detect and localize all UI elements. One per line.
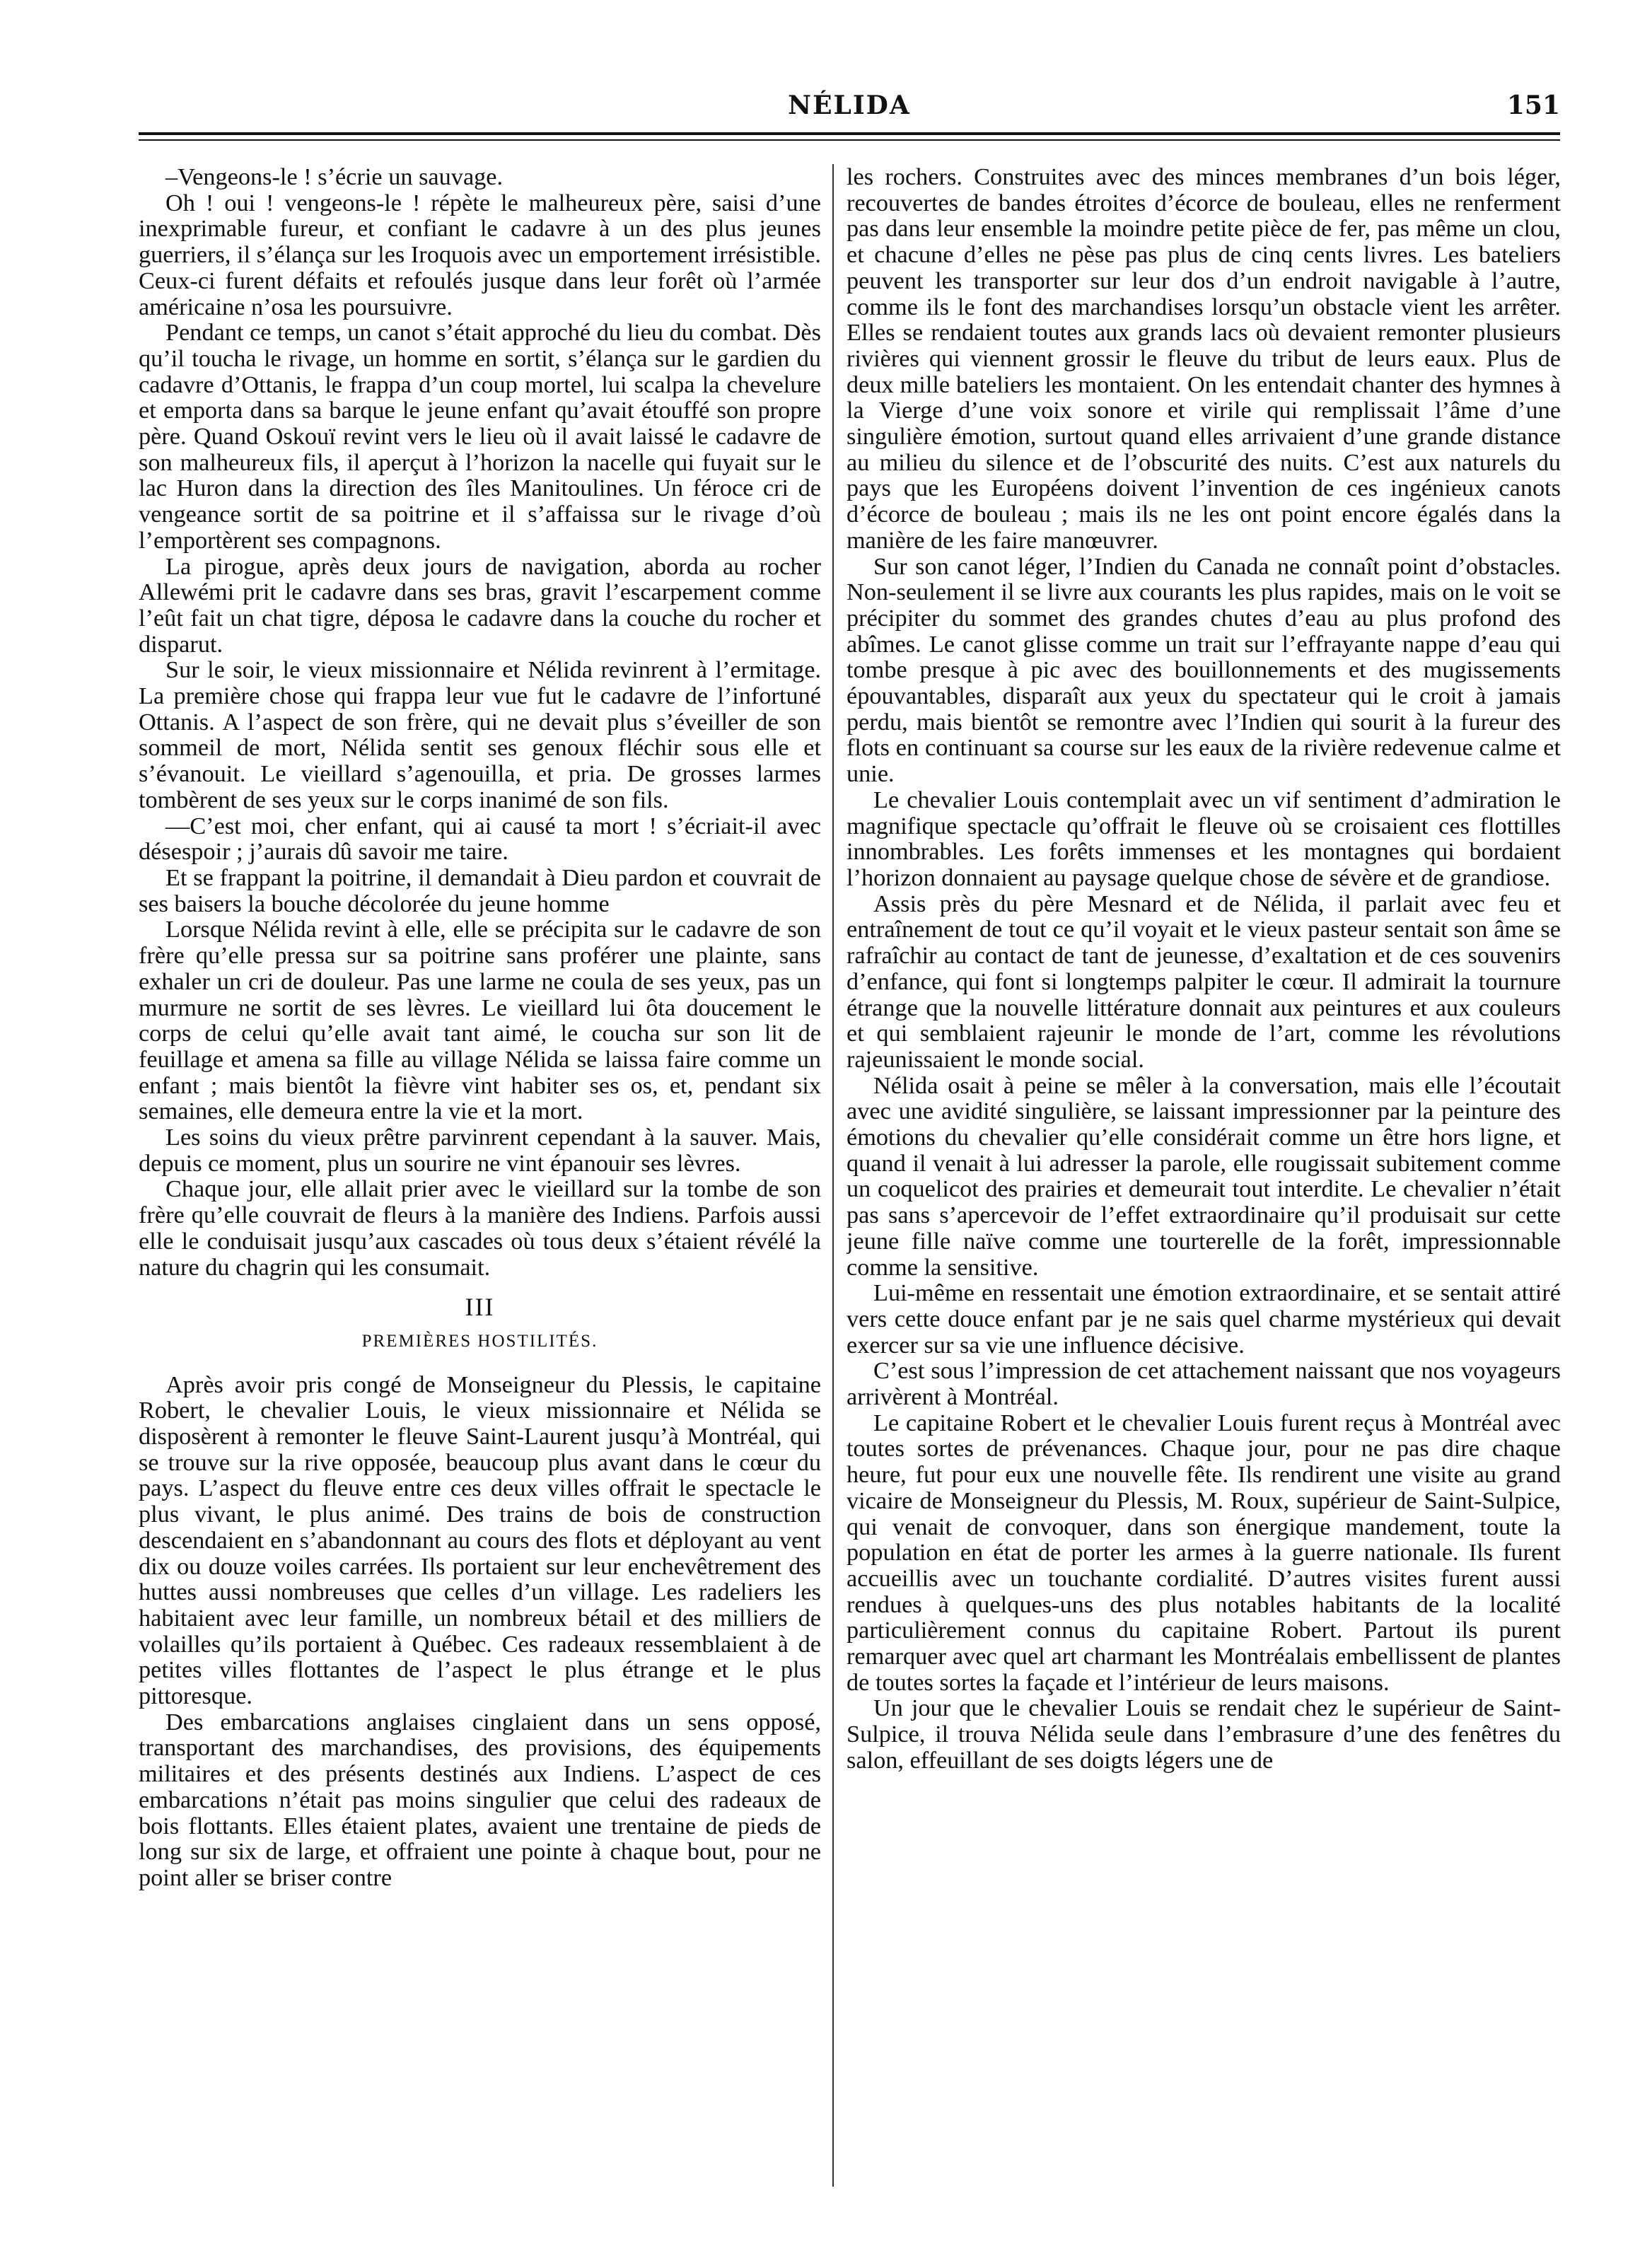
page-number: 151 bbox=[1506, 91, 1560, 120]
running-title: NÉLIDA bbox=[788, 91, 911, 120]
paragraph: Un jour que le chevalier Louis se rendait chez le supérieur de Saint-Sulpice, il trouva Nélida seule dans l’embrasure d’une des fenêtres du salon, effeuillant de ses doigts légers une de bbox=[847, 1694, 1561, 1774]
right-column bbox=[847, 164, 1561, 2201]
paragraph: La pirogue, après deux jours de navigation, aborda au rocher Allewémi prit le cadavre dans ses bras, gravit l’escarpement comme l’eût fait un chat tigre, déposa le cadavre dans la couche du rocher et disparut. bbox=[139, 552, 821, 658]
paragraph: Nélida osait à peine se mêler à la conversation, mais elle l’écoutait avec une avidité singulière, se laissant impressionner par la peinture des émotions du chevalier qu’elle considérait comme un être hors ligne, et quand il venait à lui adresser la parole, elle rougissait subitement comme un coquelicot des prairies et demeurait tout interdite. Le chevalier n’était pas sans s’apercevoir de l’effet extraordinaire qu’il produisait sur cette jeune fille naïve comme une tourterelle de la forêt, impressionnable comme la sensitive. bbox=[847, 1071, 1561, 1281]
paragraph: Chaque jour, elle allait prier avec le vieillard sur la tombe de son frère qu’elle couvrait de fleurs à la manière des Indiens. Parfois aussi elle le conduisait jusqu’aux cascades où tous deux s’étaient révélé la nature du chagrin qui les consumait. bbox=[139, 1175, 821, 1281]
paragraph: les rochers. Construites avec des minces membranes d’un bois léger, recouvertes de bandes étroites d’écorce de bouleau, elles ne renferment pas dans leur ensemble la moindre petite pièce de fer, pas même un clou, et chacune d’elles ne pèse pas plus de cinq cents livres. Les bateliers peuvent les transporter sur leur dos d’un endroit navigable à l’autre, comme ils le font des marchandises lorsqu’un obstacle vient les arrêter. Elles se rendaient toutes aux grands lacs où devaient remonter plusieurs rivières qui viennent grossir le fleuve du tribut de leurs eaux. Plus de deux mille bateliers les montaient. On les entendait chanter des hymnes à la Vierge d’une voix sonore et virile qui remplissait l’âme d’une singulière émotion, surtout quand elles arrivaient d’une grande distance au milieu du silence et de l’obscurité des nuits. C’est aux naturels du pays que les Européens doivent l’invention de ces ingénieux canots d’écorce de bouleau ; mais ils ne les ont point encore égalés dans la manière de les faire manœuvrer. bbox=[847, 164, 1561, 554]
paragraph: Lui-même en ressentait une émotion extraordinaire, et se sentait attiré vers cette douce enfant par je ne sais quel charme mystérieux qui devait exercer sur sa vie une influence décisive. bbox=[847, 1279, 1561, 1359]
paragraph: Sur son canot léger, l’Indien du Canada ne connaît point d’obstacles. Non-seulement il se livre aux courants les plus rapides, mais on le voit se précipiter du sommet des grandes chutes d’eau au plus profond des abîmes. Le canot glisse comme un trait sur l’effrayante nappe d’eau qui tombe presque à pic avec des bouillonnements et des mugissements épouvantables, disparaît aux yeux du spectateur qui le croit à jamais perdu, mais bientôt se remontre avec l’Indien qui sourit à la fureur des flots en continuant sa course sur les eaux de la rivière redevenue calme et unie. bbox=[847, 552, 1561, 788]
paragraph: Oh ! oui ! vengeons-le ! répète le malheureux père, saisi d’une inexprimable fureur, et confiant le cadavre à un des plus jeunes guerriers, il s’élança sur les Iroquois avec un emportement irrésistible. Ceux-ci furent défaits et refoulés jusque dans leur forêt où l’armée américaine n’osa les poursuivre. bbox=[139, 189, 821, 320]
column-divider bbox=[832, 164, 834, 2187]
chapter-number: III bbox=[465, 1293, 495, 1322]
paragraph: Assis près du père Mesnard et de Nélida, il parlait avec feu et entraînement de tout ce qu’il voyait et le vieux pasteur sentait son âme se rafraîchir au contact de tant de jeunesse, d’exaltation et de ces souvenirs d’enfance, qui font si longtemps palpiter le cœur. Il admirait la tournure étrange que la nouvelle littérature donnait aux peintures et aux couleurs et qui semblaient rajeunir le monde de l’art, comme les révolutions rajeunissaient le monde social. bbox=[847, 890, 1561, 1073]
paragraph: Sur le soir, le vieux missionnaire et Nélida revinrent à l’ermitage. La première chose qui frappa leur vue fut le cadavre de l’infortuné Ottanis. A l’aspect de son frère, qui ne devait plus s’éveiller de son sommeil de mort, Nélida sentit ses genoux fléchir sous elle et s’évanouit. Le vieillard s’agenouilla, et pria. De grosses larmes tombèrent de ses yeux sur le corps inanimé de son fils. bbox=[139, 656, 821, 813]
paragraph: Lorsque Nélida revint à elle, elle se précipita sur le cadavre de son frère qu’elle pressa sur sa poitrine sans proférer une plainte, sans exhaler un cri de douleur. Pas une larme ne coula de ses yeux, pas un murmure ne sortit de ses lèvres. Le vieillard lui ôta doucement le corps de celui qu’elle avait tant aimé, le coucha sur son lit de feuillage et amena sa fille au village Nélida se laissa faire comme un enfant ; mais bientôt la fièvre vint habiter ses os, et, pendant six semaines, elle demeura entre la vie et la mort. bbox=[139, 916, 821, 1125]
chapter-title: PREMIÈRES HOSTILITÉS. bbox=[361, 1331, 598, 1351]
header-rule-thin bbox=[139, 139, 1560, 141]
paragraph: Pendant ce temps, un canot s’était approché du lieu du combat. Dès qu’il toucha le rivage, un homme en sortit, s’élança sur le gardien du cadavre d’Ottanis, le frappa d’un coup mortel, lui scalpa la chevelure et emporta dans sa barque le jeune enfant qu’avait étouffé son propre père. Quand Oskouï revint vers le lieu où il avait laissé le cadavre de son malheureux fils, il aperçut à l’horizon la nacelle qui fuyait sur le lac Huron dans la direction des îles Manitoulines. Un féroce cri de vengeance sortit de sa poitrine et il s’affaissa sur le rivage d’où l’emportèrent ses compagnons. bbox=[139, 319, 821, 554]
page-header bbox=[139, 83, 1560, 126]
paragraph: —C’est moi, cher enfant, qui ai causé ta mort ! s’écriait-il avec désespoir ; j’aurais dû savoir me taire. bbox=[139, 812, 821, 866]
paragraph: C’est sous l’impression de cet attachement naissant que nos voyageurs arrivèrent à Montréal. bbox=[847, 1357, 1561, 1411]
paragraph: Et se frappant la poitrine, il demandait à Dieu pardon et couvrait de ses baisers la bouche décolorée du jeune homme bbox=[139, 863, 821, 917]
paragraph: Des embarcations anglaises cinglaient dans un sens opposé, transportant des marchandises, des provisions, des équipements militaires et des présents destinés aux Indiens. L’aspect de ces embarcations n’était pas moins singulier que celui des radeaux de bois flottants. Elles étaient plates, avaient une trentaine de pieds de long sur six de large, et offraient une pointe à chaque bout, pour ne point aller se briser contre bbox=[139, 1708, 821, 1891]
left-column bbox=[139, 164, 821, 2201]
header-rule-thick bbox=[139, 132, 1560, 135]
paragraph: Les soins du vieux prêtre parvinrent cependant à la sauver. Mais, depuis ce moment, plus un sourire ne vint épanouir ses lèvres. bbox=[139, 1124, 821, 1177]
paragraph: –Vengeons-le ! s’écrie un sauvage. bbox=[165, 164, 504, 190]
paragraph: Après avoir pris congé de Monseigneur du Plessis, le capitaine Robert, le chevalier Louis, le vieux missionnaire et Nélida se disposèrent à remonter le fleuve Saint-Laurent jusqu’à Montréal, qui se trouve sur la rive opposée, beaucoup plus avant dans le cœur du pays. L’aspect du fleuve entre ces deux villes offrait le spectacle le plus vivant, le plus animé. Des trains de bois de construction descendaient en s’abandonnant au cours des flots et déployant au vent dix ou douze voiles carrées. Ils portaient sur leur enchevêtrement des huttes aussi nombreuses que celles d’un village. Les radeliers les habitaient avec leur famille, un nombreux bétail et des milliers de volailles qu’ils portaient à Québec. Ces radeaux ressemblaient à de petites villes flottantes de l’aspect le plus étrange et le plus pittoresque. bbox=[139, 1371, 821, 1710]
paragraph: Le chevalier Louis contemplait avec un vif sentiment d’admiration le magnifique spectacle qu’offrait le fleuve où se croisaient ces flottilles innombrables. Les forêts immenses et les montagnes qui bordaient l’horizon donnaient au paysage quelque chose de sévère et de grandiose. bbox=[847, 786, 1561, 891]
paragraph: Le capitaine Robert et le chevalier Louis furent reçus à Montréal avec toutes sortes de prévenances. Chaque jour, pour ne pas dire chaque heure, fut pour eux une nouvelle fête. Ils rendirent une visite au grand vicaire de Monseigneur du Plessis, M. Roux, supérieur de Saint-Sulpice, qui venait de convoquer, dans son énergique mandement, toute la population en état de porter les armes à la guerre nationale. Ils furent accueillis avec un touchante cordialité. D’autres visites furent aussi rendues à quelques-uns des plus notables habitants de la localité particulièrement connus du capitaine Robert. Partout ils purent remarquer avec quel art charmant les Montréalais embellissent de plantes de toutes sortes la façade et l’intérieur de leurs maisons. bbox=[847, 1409, 1561, 1696]
